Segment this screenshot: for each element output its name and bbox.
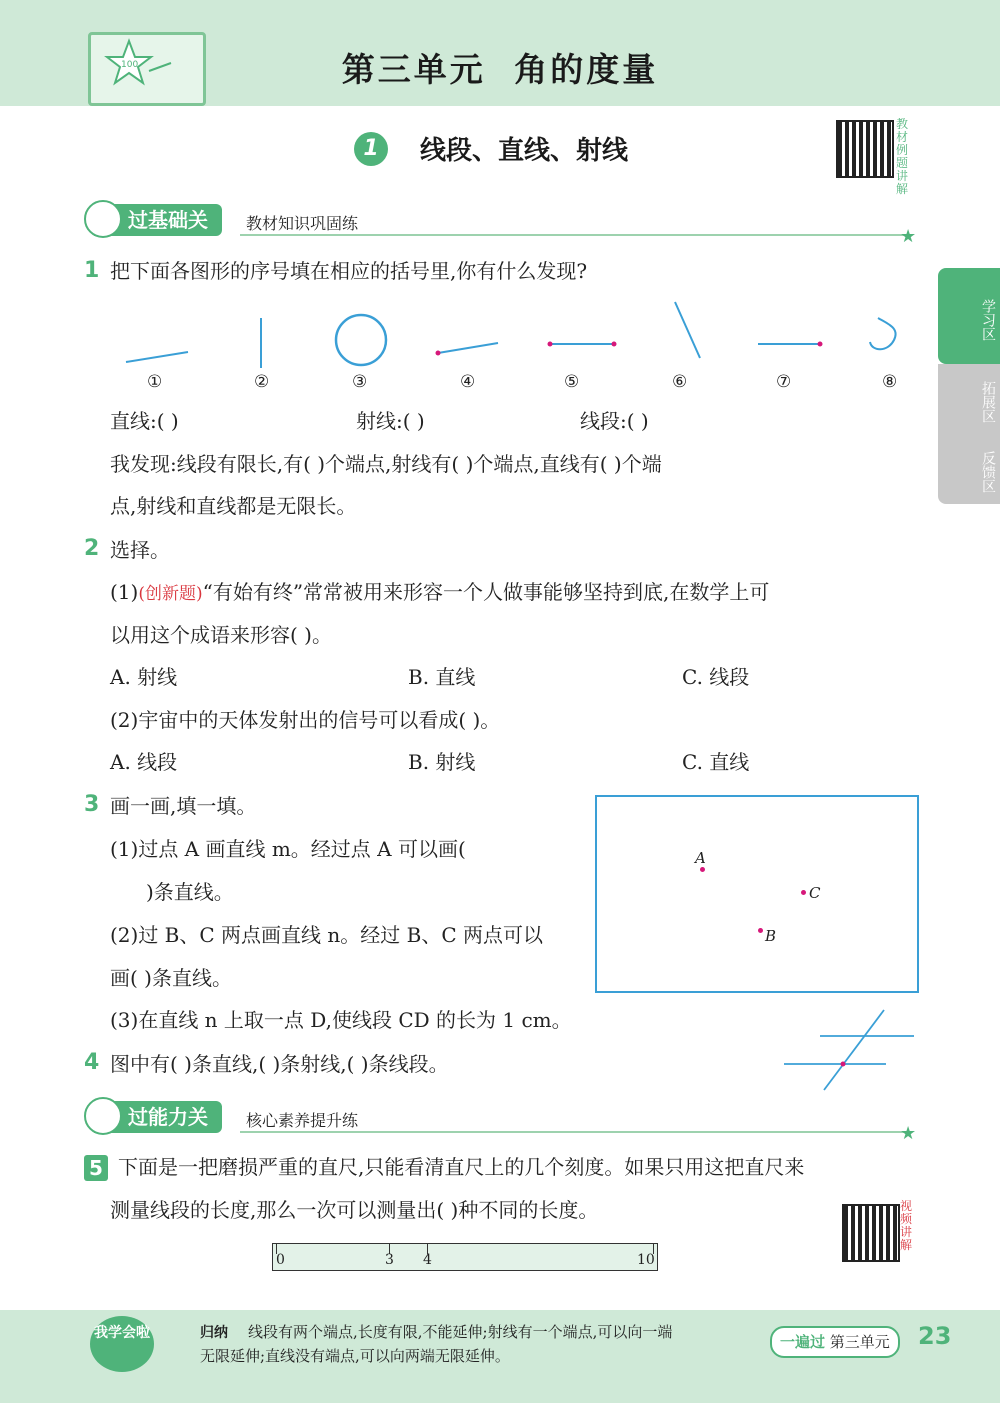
question-3-prompt: 画一画,填一填。	[110, 794, 257, 818]
innovation-tag: (创新题)	[138, 584, 203, 604]
ruler-label: 10	[637, 1252, 655, 1268]
figure-4-ray	[438, 343, 498, 353]
q2-part2-text: (2)宇宙中的天体发射出的信号可以看成( )。	[110, 708, 501, 732]
summary-label: 归纳	[200, 1325, 228, 1341]
point-b-label: B	[765, 927, 777, 945]
question-3-number: 3	[84, 792, 100, 817]
question-1-number: 1	[84, 258, 100, 283]
section-divider	[240, 234, 904, 236]
q4-figure	[780, 1006, 920, 1092]
question-1-prompt: 把下面各图形的序号填在相应的括号里,你有什么发现?	[110, 259, 588, 283]
question-4-number: 4	[84, 1050, 100, 1075]
svg-text:100: 100	[121, 60, 139, 70]
tab-study-label: 学习区	[980, 299, 996, 341]
figure-6-line	[675, 302, 700, 358]
q2-part1-option-c[interactable]: C. 线段	[682, 665, 750, 689]
figure-5-endpoint-a	[548, 342, 553, 347]
q1-finding-line2: 点,射线和直线都是无限长。	[110, 494, 357, 518]
ruler-label: 4	[423, 1252, 432, 1268]
summary-line1: 线段有两个端点,长度有限,不能延伸;射线有一个端点,可以向一端	[248, 1323, 673, 1341]
point-c-label: C	[809, 884, 821, 902]
page-number: 23	[918, 1322, 952, 1350]
qr-caption: 教材例题讲解	[896, 117, 909, 196]
q2-part1-text: “有始有终”常常被用来形容一个人做事能够坚持到底,在数学上可	[202, 580, 770, 604]
video-qr-code-icon[interactable]	[842, 1204, 900, 1262]
q3-line5: (3)在直线 n 上取一点 D,使线段 CD 的长为 1 cm。	[110, 1008, 572, 1032]
q3-line2: )条直线。	[146, 880, 234, 904]
section-basic-label: 过基础关	[94, 204, 222, 236]
point-c	[801, 890, 806, 895]
tab-study[interactable]	[938, 268, 1000, 364]
ruler	[272, 1243, 658, 1271]
q3-line3: (2)过 B、C 两点画直线 n。经过 B、C 两点可以	[110, 923, 543, 947]
section-ability-subtitle: 核心素养提升练	[246, 1111, 359, 1130]
q2-part1-option-a[interactable]: A. 射线	[110, 665, 178, 689]
tab-extend[interactable]	[938, 364, 1000, 434]
q1-finding-line1: 我发现:线段有限长,有( )个端点,射线有( )个端点,直线有( )个端	[110, 452, 662, 476]
summary-line2: 无限延伸;直线没有端点,可以向两端无限延伸。	[200, 1347, 510, 1365]
footer-unit: 第三单元	[829, 1333, 890, 1351]
point-b	[758, 928, 763, 933]
point-a	[700, 867, 705, 872]
tab-feedback-label: 反馈区	[980, 451, 996, 493]
mascot-icon	[84, 1097, 122, 1135]
q3-line1: (1)过点 A 画直线 m。经过点 A 可以画(	[110, 837, 466, 861]
q5-line1: 下面是一把磨损严重的直尺,只能看清直尺上的几个刻度。如果只用这把直尺来	[118, 1155, 805, 1179]
q2-part1-prefix: (1)	[110, 580, 139, 604]
question-5-number: 5	[84, 1155, 108, 1181]
brand-pill	[770, 1326, 900, 1358]
ruler-label: 3	[385, 1252, 394, 1268]
q5-line2: 测量线段的长度,那么一次可以测量出( )种不同的长度。	[110, 1198, 599, 1222]
star-icon: ★	[900, 226, 917, 247]
q2-part1-line1	[110, 580, 769, 606]
tab-extend-label: 拓展区	[980, 381, 996, 423]
point-a-label: A	[695, 849, 706, 867]
ruler-label: 0	[276, 1252, 285, 1268]
figure-3-circle	[336, 315, 386, 365]
figure-label: ⑦	[776, 372, 792, 392]
q1-figures	[110, 298, 910, 368]
lesson-title: 线段、直线、射线	[420, 136, 629, 166]
figure-label: ⑥	[672, 372, 688, 392]
figure-5-endpoint-b	[612, 342, 617, 347]
lesson-number-badge: 1	[354, 132, 388, 166]
figure-label: ①	[147, 372, 163, 392]
q2-part1-line2: 以用这个成语来形容( )。	[110, 623, 332, 647]
q2-part1-option-b[interactable]: B. 直线	[408, 665, 476, 689]
figure-label: ②	[254, 372, 270, 392]
q1-answer-line[interactable]: 直线:( )	[110, 409, 179, 433]
star-icon: ★	[900, 1123, 917, 1144]
video-qr-caption: 视频讲解	[900, 1199, 913, 1252]
question-2-number: 2	[84, 536, 100, 561]
summary-badge: 我学会啦	[90, 1316, 154, 1372]
unit-title: 第三单元 角的度量	[341, 50, 659, 89]
q3-drawing-area[interactable]	[595, 795, 919, 993]
q1-answer-ray[interactable]: 射线:( )	[356, 409, 425, 433]
section-basic-subtitle: 教材知识巩固练	[246, 214, 359, 233]
q4-point	[841, 1062, 846, 1067]
section-divider	[240, 1131, 904, 1133]
q2-part2-option-c[interactable]: C. 直线	[682, 750, 750, 774]
figure-4-endpoint	[436, 351, 441, 356]
mascot-icon	[84, 200, 122, 238]
qr-code-icon[interactable]	[836, 120, 894, 178]
q2-part2-option-b[interactable]: B. 射线	[408, 750, 476, 774]
q1-answer-segment[interactable]: 线段:( )	[580, 409, 649, 433]
figure-label: ④	[460, 372, 476, 392]
tab-feedback[interactable]	[938, 434, 1000, 504]
figure-label: ⑤	[564, 372, 580, 392]
q4-slanted-line	[824, 1010, 884, 1090]
figure-label: ⑧	[882, 372, 898, 392]
brand-name: 一遍过	[780, 1333, 826, 1351]
figure-8-curve	[870, 318, 896, 349]
figure-label: ③	[352, 372, 368, 392]
question-4-text: 图中有( )条直线,( )条射线,( )条线段。	[110, 1052, 449, 1076]
section-ability-label: 过能力关	[94, 1101, 222, 1133]
q2-part2-option-a[interactable]: A. 线段	[110, 750, 178, 774]
figure-1-line	[126, 352, 188, 362]
question-2-prompt: 选择。	[110, 538, 170, 562]
q3-line4: 画( )条直线。	[110, 966, 232, 990]
figure-7-endpoint	[818, 342, 823, 347]
